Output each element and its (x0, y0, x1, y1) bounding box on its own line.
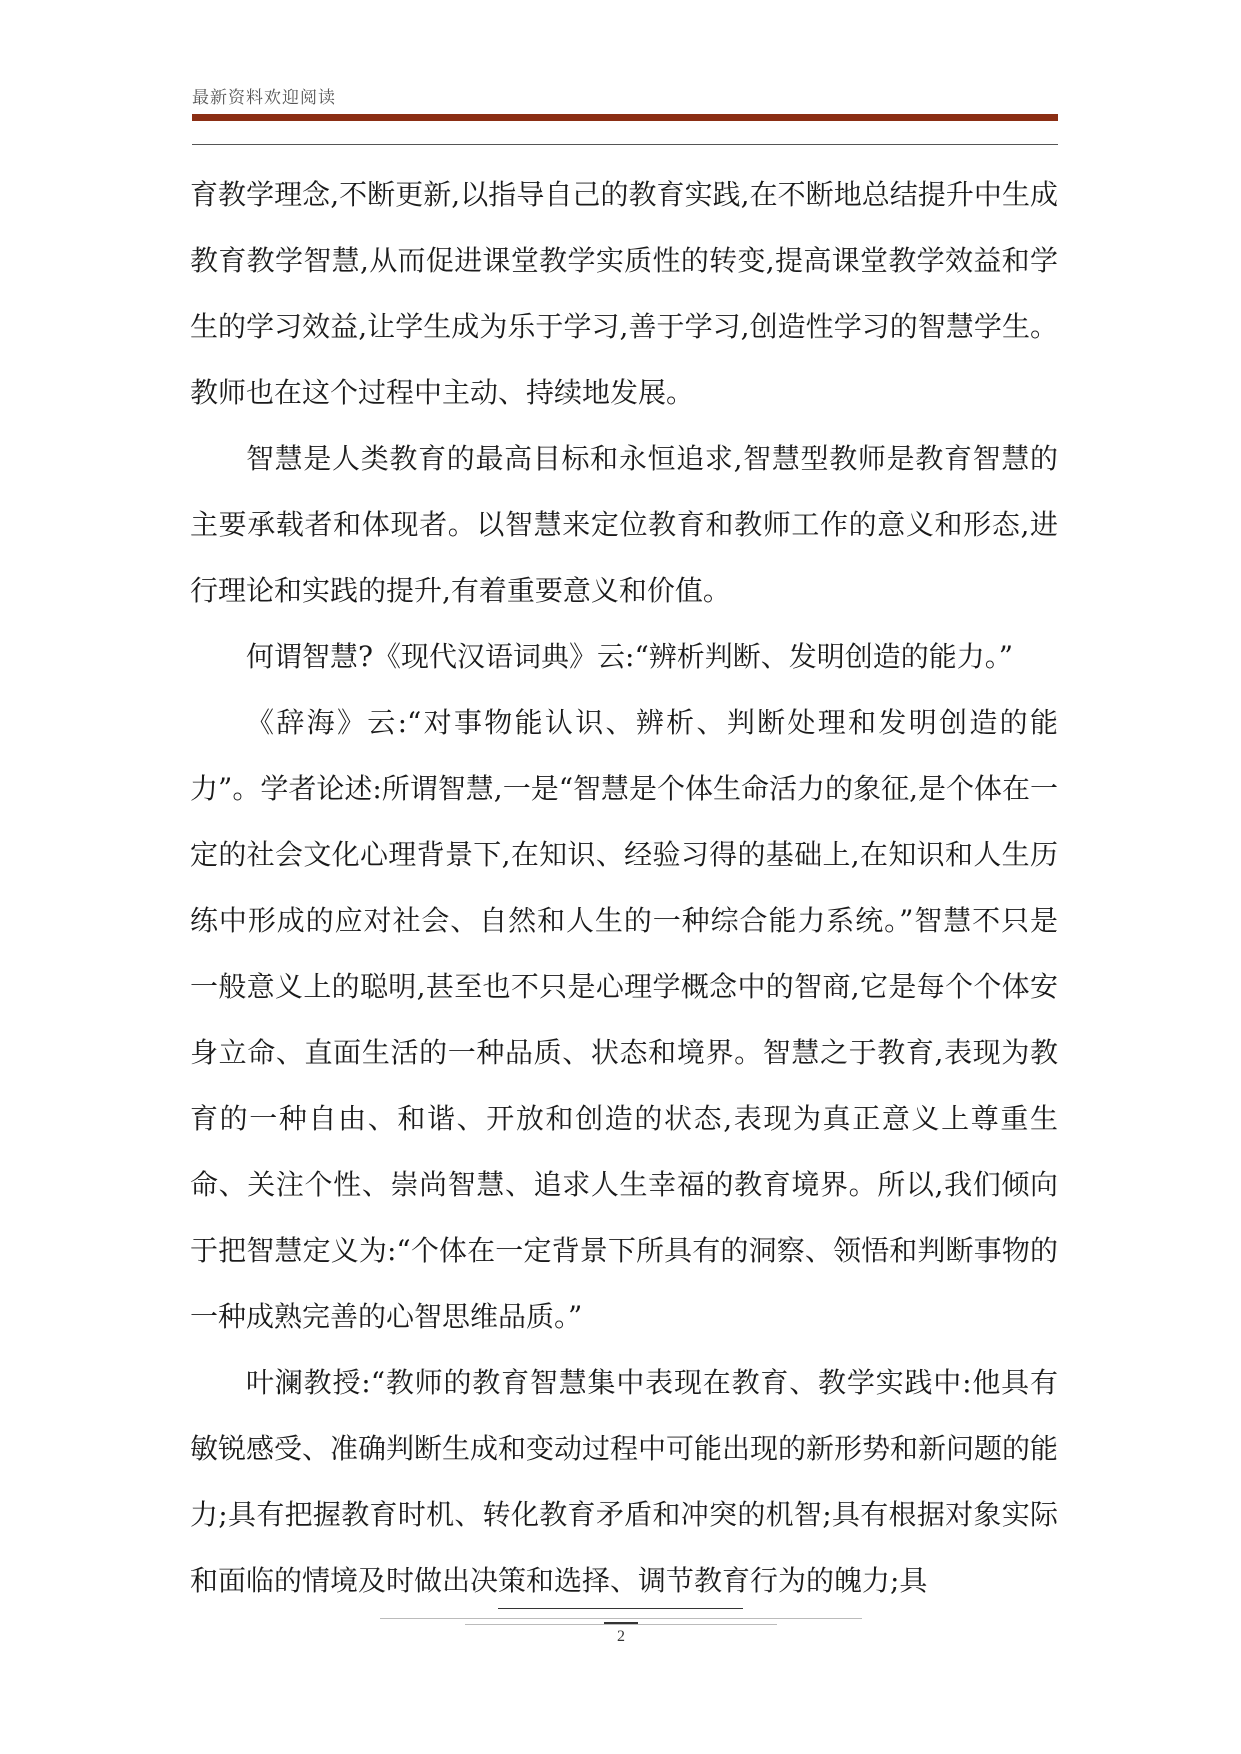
paragraph-wisdom-definition: 何谓智慧?《现代汉语词典》云:“辨析判断、发明创造的能力。” (246, 640, 1014, 673)
paragraph-ye-lan-quote: 叶澜教授:“教师的教育智慧集中表现在教育、教学实践中:他具有敏锐感受、准确判断生成和变动过程中可能出现的新形势和新问题的能力;具有把握教育时机、转化教育矛盾和冲突的机智;具有根据对象实际和面临的情境及时做出决策和选择、调节教育行为的魄力;具 (190, 1366, 1059, 1597)
paragraph-cihai-definition: 《辞海》云:“对事物能认识、辨析、判断处理和发明创造的能力”。学者论述:所谓智慧,一是“智慧是个体生命活力的象征,是个体在一定的社会文化心理背景下,在知识、经验习得的基础上,在知识和人生历练中形成的应对社会、自然和人生的一种综合能力系统。”智慧不只是一般意义上的聪明,甚至也不只是心理学概念中的智商,它是每个个体安身立命、直面生活的一种品质、状态和境界。智慧之于教育,表现为教育的一种自由、和谐、开放和创造的状态,表现为真正意义上尊重生命、关注个性、崇尚智慧、追求人生幸福的教育境界。所以,我们倾向于把智慧定义为:“个体在一定背景下所具有的洞察、领悟和判断事物的一种成熟完善的心智思维品质。” (190, 706, 1058, 1333)
header-rule-thin (192, 144, 1058, 145)
footer-rule-bottom (465, 1624, 777, 1625)
footer-rule-top (498, 1608, 743, 1609)
document-body (190, 162, 1058, 1614)
page-header (192, 88, 1058, 108)
paragraph-wisdom-goal: 智慧是人类教育的最高目标和永恒追求,智慧型教师是教育智慧的主要承载者和体现者。以智慧来定位教育和教师工作的意义和形态,进行理论和实践的提升,有着重要意义和价值。 (190, 442, 1058, 607)
page-footer (380, 1598, 862, 1658)
header-rule-thick (192, 114, 1058, 121)
page-number: 2 (617, 1628, 625, 1645)
header-title: 最新资料欢迎阅读 (192, 88, 336, 108)
footer-rule-middle (380, 1618, 862, 1619)
paragraph-continuation: 育教学理念,不断更新,以指导自己的教育实践,在不断地总结提升中生成教育教学智慧,从而促进课堂教学实质性的转变,提高课堂教学效益和学生的学习效益,让学生成为乐于学习,善于学习,创造性学习的智慧学生。教师也在这个过程中主动、持续地发展。 (190, 178, 1058, 409)
